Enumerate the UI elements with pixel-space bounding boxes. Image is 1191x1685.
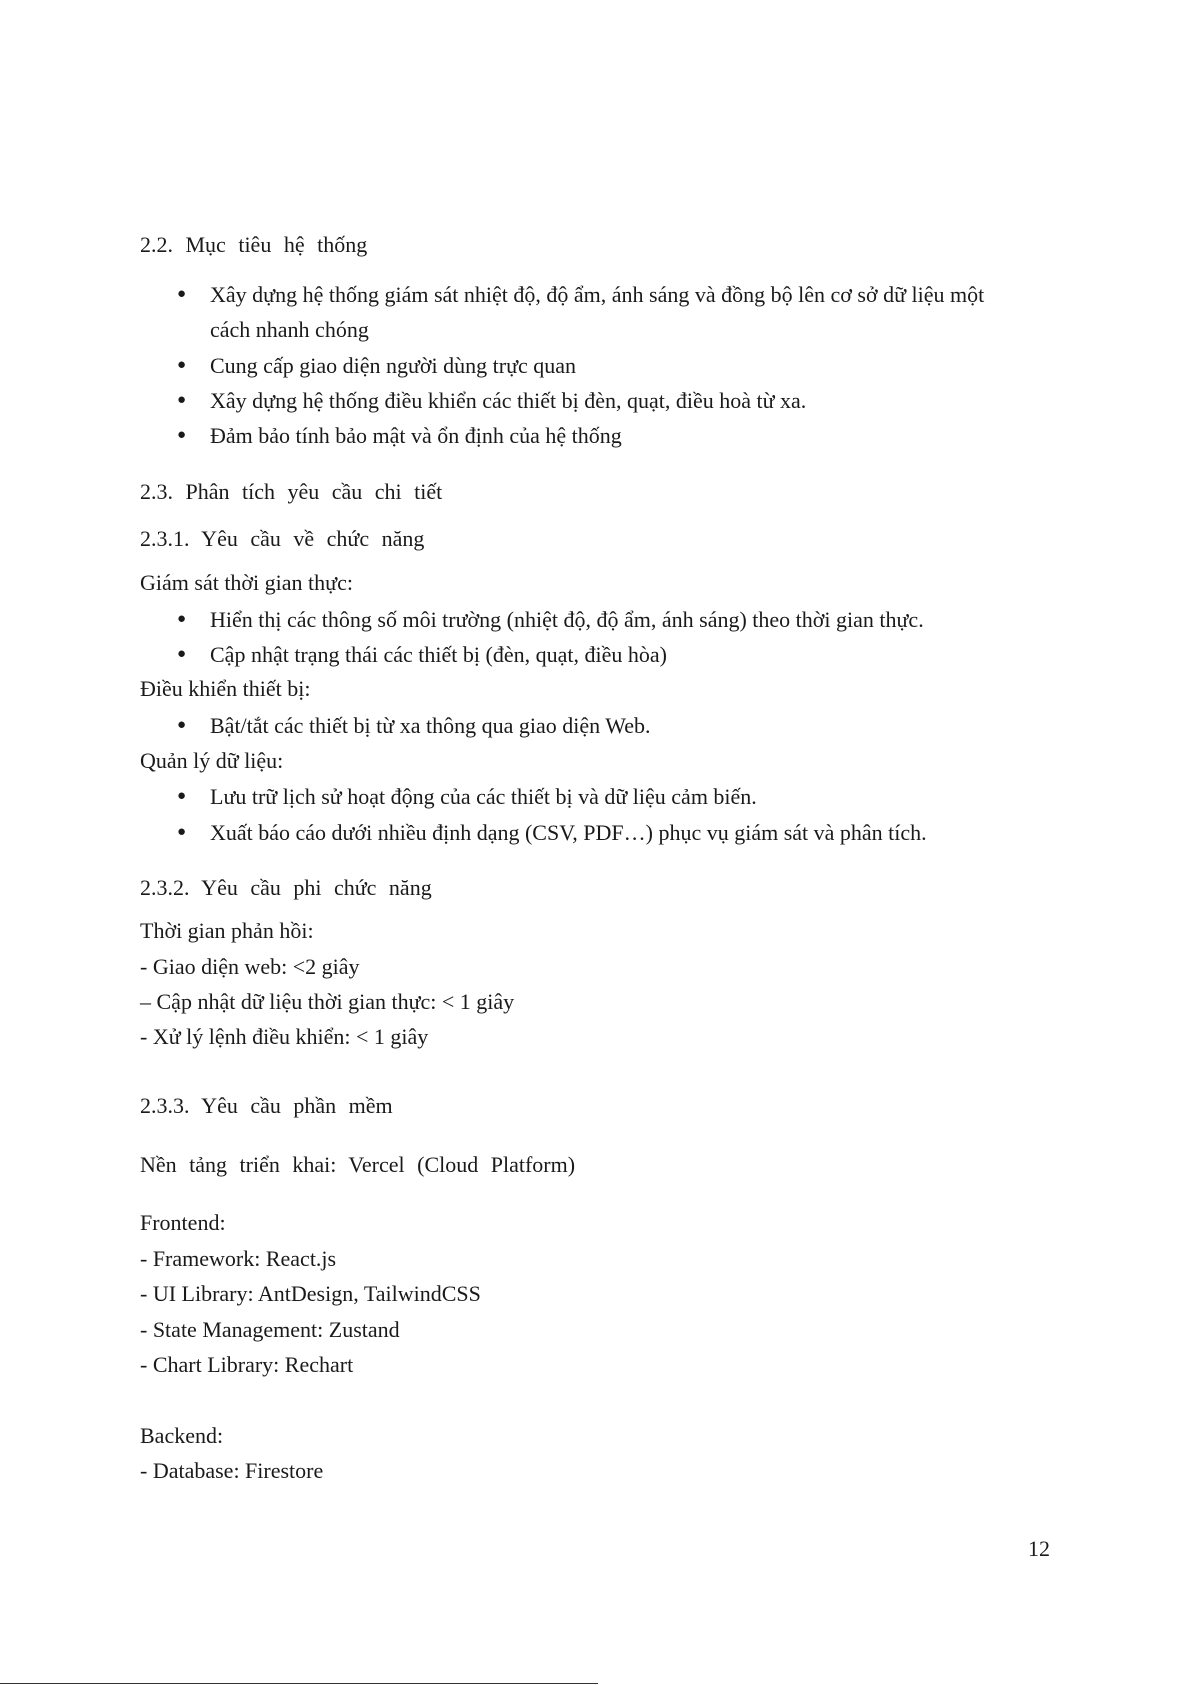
text-line: – Cập nhật dữ liệu thời gian thực: < 1 giây bbox=[140, 989, 515, 1014]
bullet-icon: ● bbox=[177, 824, 187, 840]
section-heading-2-3-3: 2.3.3. Yêu cầu phần mềm bbox=[140, 1093, 393, 1118]
bullet-icon: ● bbox=[177, 392, 187, 408]
list-item: Xây dựng hệ thống giám sát nhiệt độ, độ ẩm, ánh sáng và đồng bộ lên cơ sở dữ liệu một bbox=[210, 282, 985, 307]
bullet-icon: ● bbox=[177, 286, 187, 302]
page-number: 12 bbox=[1028, 1536, 1050, 1561]
text-line: - Xử lý lệnh điều khiển: < 1 giây bbox=[140, 1024, 429, 1049]
text-line: - UI Library: AntDesign, TailwindCSS bbox=[140, 1281, 481, 1306]
list-item: Xây dựng hệ thống điều khiển các thiết bị đèn, quạt, điều hoà từ xa. bbox=[210, 388, 807, 413]
bullet-icon: ● bbox=[177, 611, 187, 627]
text-line: - Giao diện web: <2 giây bbox=[140, 954, 360, 979]
bullet-icon: ● bbox=[177, 788, 187, 804]
list-item: Xuất báo cáo dưới nhiều định dạng (CSV, PDF…) phục vụ giám sát và phân tích. bbox=[210, 820, 927, 845]
text-line: - Framework: React.js bbox=[140, 1246, 337, 1271]
section-heading-2-3-1: 2.3.1. Yêu cầu về chức năng bbox=[140, 526, 425, 551]
list-item: Cung cấp giao diện người dùng trực quan bbox=[210, 353, 577, 378]
bullet-icon: ● bbox=[177, 646, 187, 662]
text-line: - Chart Library: Rechart bbox=[140, 1352, 354, 1377]
list-item-continuation: cách nhanh chóng bbox=[210, 317, 369, 342]
bullet-icon: ● bbox=[177, 357, 187, 373]
list-item: Đảm bảo tính bảo mật và ổn định của hệ thống bbox=[210, 423, 622, 448]
bottom-divider bbox=[0, 1683, 598, 1684]
platform-line: Nền tảng triển khai: Vercel (Cloud Platform) bbox=[140, 1152, 576, 1177]
list-item: Bật/tắt các thiết bị từ xa thông qua giao diện Web. bbox=[210, 713, 651, 738]
section-heading-2-3: 2.3. Phân tích yêu cầu chi tiết bbox=[140, 479, 443, 504]
frontend-label: Frontend: bbox=[140, 1210, 226, 1235]
list-item: Cập nhật trạng thái các thiết bị (đèn, quạt, điều hòa) bbox=[210, 642, 667, 667]
group-label-realtime: Giám sát thời gian thực: bbox=[140, 570, 353, 595]
section-heading-2-3-2: 2.3.2. Yêu cầu phi chức năng bbox=[140, 875, 432, 900]
section-heading-2-2: 2.2. Mục tiêu hệ thống bbox=[140, 232, 368, 257]
bullet-icon: ● bbox=[177, 427, 187, 443]
list-item: Lưu trữ lịch sử hoạt động của các thiết bị và dữ liệu cảm biến. bbox=[210, 784, 757, 809]
list-item: Hiển thị các thông số môi trường (nhiệt độ, độ ẩm, ánh sáng) theo thời gian thực. bbox=[210, 607, 924, 632]
text-line: - Database: Firestore bbox=[140, 1458, 324, 1483]
backend-label: Backend: bbox=[140, 1423, 224, 1448]
group-label-control: Điều khiển thiết bị: bbox=[140, 676, 311, 701]
bullet-icon: ● bbox=[177, 717, 187, 733]
text-line: - State Management: Zustand bbox=[140, 1317, 400, 1342]
group-label-data: Quản lý dữ liệu: bbox=[140, 748, 284, 773]
group-label-response: Thời gian phản hồi: bbox=[140, 918, 314, 943]
